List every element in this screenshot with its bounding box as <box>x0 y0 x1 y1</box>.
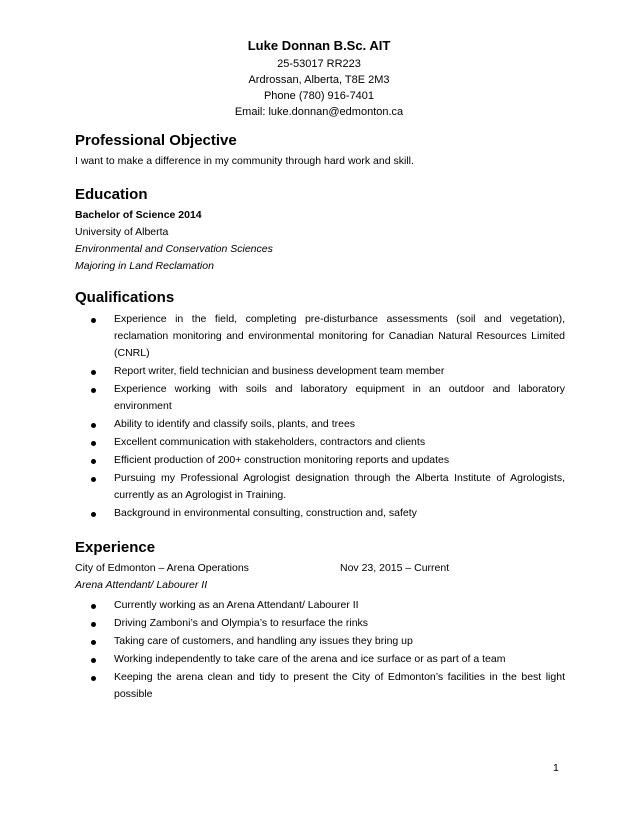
list-item: Working independently to take care of the arena and ice surface or as part of a team <box>75 651 565 668</box>
program: Environmental and Conservation Sciences <box>75 243 273 255</box>
list-item: Taking care of customers, and handling any issues they bring up <box>75 633 565 650</box>
qualifications-list <box>75 311 565 522</box>
qualifications-section <box>75 288 565 522</box>
list-item: Currently working as an Arena Attendant/ Labourer II <box>75 597 565 614</box>
list-item: Excellent communication with stakeholders, contractors and clients <box>75 434 565 451</box>
bullet-icon <box>91 604 96 609</box>
bullet-icon <box>91 459 96 464</box>
education-section <box>75 185 565 275</box>
list-item: Driving Zamboni’s and Olympia’s to resurface the rinks <box>75 615 565 632</box>
experience-list <box>75 597 565 703</box>
list-item: Ability to identify and classify soils, plants, and trees <box>75 416 565 433</box>
bullet-icon <box>91 640 96 645</box>
bullet-icon <box>91 477 96 482</box>
degree: Bachelor of Science 2014 <box>75 209 202 221</box>
bullet-icon <box>91 388 96 393</box>
resume-header <box>0 36 638 120</box>
objective-section <box>75 131 565 170</box>
bullet-icon <box>91 423 96 428</box>
address-line-2: Ardrossan, Alberta, T8E 2M3 <box>248 74 390 86</box>
bullet-icon <box>91 318 96 323</box>
list-item: Report writer, field technician and business development team member <box>75 363 565 380</box>
school: University of Alberta <box>75 226 169 238</box>
bullet-icon <box>91 658 96 663</box>
page-number: 1 <box>553 762 559 774</box>
experience-heading: Experience <box>75 539 156 556</box>
bullet-icon <box>91 622 96 627</box>
list-item: Background in environmental consulting, construction and, safety <box>75 505 565 522</box>
major: Majoring in Land Reclamation <box>75 260 214 272</box>
list-item: Efficient production of 200+ construction monitoring reports and updates <box>75 452 565 469</box>
job-dates: Nov 23, 2015 – Current <box>340 562 450 574</box>
qualifications-heading: Qualifications <box>75 289 175 306</box>
address-line-1: 25-53017 RR223 <box>277 58 361 70</box>
employer: City of Edmonton – Arena Operations <box>75 562 249 574</box>
bullet-icon <box>91 512 96 517</box>
email-line: Email: luke.donnan@edmonton.ca <box>234 106 404 118</box>
experience-section <box>75 538 565 703</box>
education-heading: Education <box>75 186 148 203</box>
job-title: Arena Attendant/ Labourer II <box>75 579 208 591</box>
list-item: Pursuing my Professional Agrologist designation through the Alberta Institute of Agrologists, currently as an Agrologist in Training. <box>75 470 565 504</box>
job-row <box>75 560 565 577</box>
objective-heading: Professional Objective <box>75 132 237 149</box>
bullet-icon <box>91 370 96 375</box>
applicant-name: Luke Donnan B.Sc. AIT <box>247 38 391 53</box>
bullet-icon <box>91 676 96 681</box>
bullet-icon <box>91 441 96 446</box>
phone-line: Phone (780) 916-7401 <box>263 90 375 102</box>
list-item: Experience working with soils and laboratory equipment in an outdoor and laboratory environment <box>75 381 565 415</box>
objective-text: I want to make a difference in my community through hard work and skill. <box>75 155 414 167</box>
list-item: Keeping the arena clean and tidy to present the City of Edmonton’s facilities in the best light possible <box>75 669 565 703</box>
list-item: Experience in the field, completing pre-disturbance assessments (soil and vegetation), reclamation monitoring and environmental monitoring for Canadian Natural Resources Limited (CNRL) <box>75 311 565 362</box>
